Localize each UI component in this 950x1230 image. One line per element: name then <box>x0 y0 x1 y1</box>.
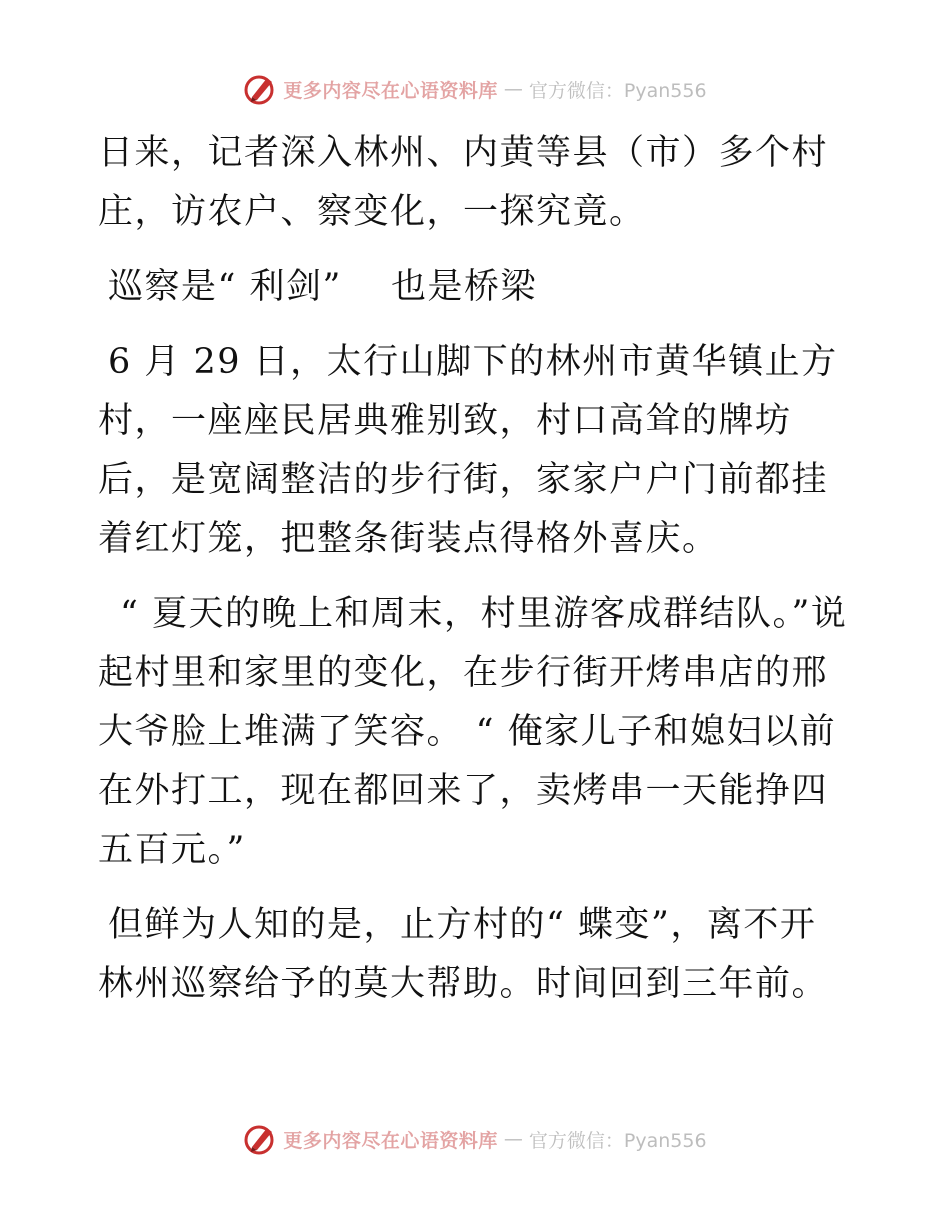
paragraph-village-description: 6 月 29 日，太行山脚下的林州市黄华镇止方村，一座座民居典雅别致，村口高耸的牌坊后，是宽阔整洁的步行街，家家户户门前都挂着红灯笼，把整条街装点得格外喜庆。 <box>98 342 838 559</box>
watermark-dash: — <box>503 78 523 100</box>
watermark-dash: — <box>503 1128 523 1150</box>
pen-circle-logo-icon <box>243 1122 277 1156</box>
document-body <box>98 124 850 1030</box>
header-watermark <box>0 72 950 106</box>
paragraph-intro: 日来，记者深入林州、内黄等县（市）多个村庄，访农户、察变化，一探究竟。 <box>98 133 829 232</box>
watermark-site-text: 更多内容尽在心语资料库 <box>283 1129 498 1152</box>
paragraph-inspection-help: 但鲜为人知的是，止方村的“ 蝶变”，离不开林州巡察给予的莫大帮助。时间回到三年前。 <box>98 905 829 1004</box>
watermark-site-text: 更多内容尽在心语资料库 <box>283 79 498 102</box>
pen-circle-logo-icon <box>243 72 277 106</box>
paragraph-villager-quote: “ 夏天的晚上和周末，村里游客成群结队。”说起村里和家里的变化，在步行街开烤串店的邢大爷脸上堆满了笑容。 “ 俺家儿子和媳妇以前在外打工，现在都回来了，卖烤串一天能挣四五百元。” <box>98 594 848 870</box>
footer-watermark <box>0 1122 950 1156</box>
watermark-account-text: 官方微信：Pyan556 <box>528 1129 707 1152</box>
section-heading: 巡察是“ 利剑” 也是桥梁 <box>108 267 538 307</box>
watermark-account-text: 官方微信：Pyan556 <box>528 79 707 102</box>
